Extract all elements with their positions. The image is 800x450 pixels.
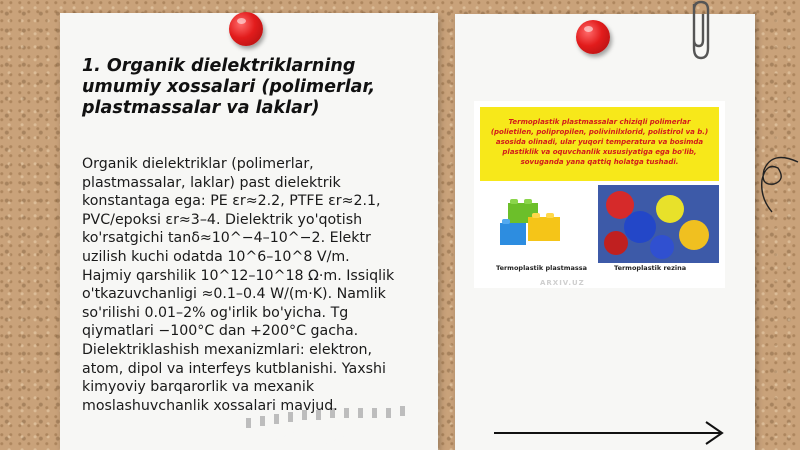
caption-box [480,107,719,181]
arrow-right-icon [494,420,726,448]
paper-clip-icon [684,0,714,62]
watermark: ARXIV.UZ [540,279,585,287]
slide-image [474,101,725,288]
body-paragraph: Organik dielektriklar (polimerlar, plastmassalar, laklar) past dielektrik konstantaga ega: PE εr≈2.2, PTFE εr≈2.1, PVC/epoksi εr≈3–4. Dielektrik yo'qotish ko'rsatgichi tanδ≈10^−4–10^−2. Elektr uzilish kuchi odatda 10^6–10^8 V/m. Hajmiy qarshilik 10^12–10^18 Ω·m. Issiqlik o'tkazuvchanligi ≈0.1–0.4 W/(m·K). Namlik so'rilishi 0.01–2% og'irlik bo'yicha. Tg qiymatlari −100°C dan +200°C gacha. Dielektriklashish mexanizmlari: elektron, atom, dipol va interfeys kutblanishi. Yaxshi kimyoviy barqarorlik va mexanik moslashuvchanlik xossalari mavjud. [82,156,395,414]
image-caption: Termoplastik plastmassalar chiziqli polimerlar (polietilen, polipropilen, polivinilxlorid, polistirol va b.) asosida olinadi, ular yuqori temperatura va bosimda plastiklik va oquvchanlik xususiyatiga ega bo'lib, sovuganda yana qattiq holatga tushadi. [490,118,709,166]
push-pin-icon [576,20,610,54]
swirl-doodle-icon [752,150,800,220]
page-title: 1. Organik dielektriklarning umumiy xossalari (polimerlar, plastmassalar va laklar) [82,56,376,118]
label-thermoplastic-plastic: Termoplastik plastmassa [496,264,588,272]
push-pin-icon [229,12,263,46]
plastic-blocks-illustration [480,185,719,263]
label-thermoplastic-rubber: Termoplastik rezina [614,264,687,272]
